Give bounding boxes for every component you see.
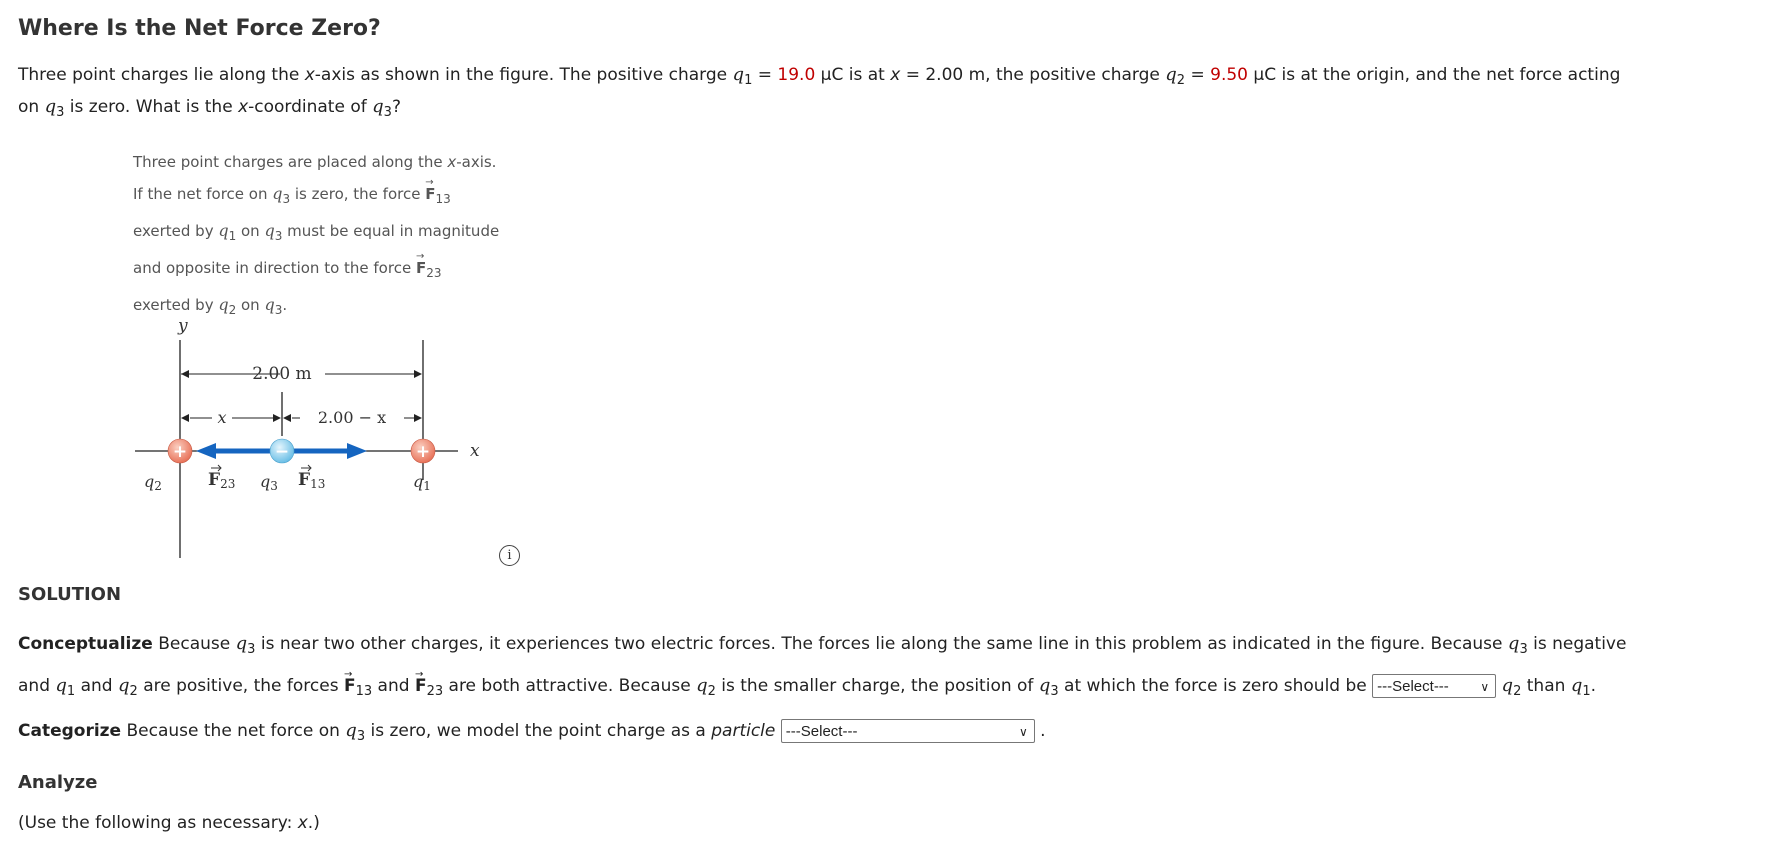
f23-label: F23: [208, 470, 236, 491]
f23-arrowhead: [196, 443, 216, 459]
conceptualize-paragraph: Conceptualize Because $q_3$ is near two other charges, it experiences two electric forces. The forces lie along the same line in this problem as indicated in the figure. Because $q_3$ is negative and $q_1$ and $q_2$ are positive, the forces → $F_{13}$ and → $F_{23}$ are both attractive. Because $q_2$ is the smaller charge, the position of $q_3$ at which the force is zero should be ---Select--- ∨ $q_2$ than $q_1$.: [18, 626, 1758, 710]
f13-arrowhead: [347, 443, 367, 459]
q3-sign: −: [274, 442, 290, 462]
dim-arrow-left: [181, 370, 189, 378]
solution-heading: SOLUTION: [18, 584, 122, 605]
top-dim-label: 2.00 m: [252, 364, 312, 384]
x-axis-label: x: [470, 441, 480, 461]
position-select[interactable]: ---Select--- ∨: [1372, 674, 1496, 698]
analyze-heading: Analyze: [18, 772, 98, 793]
page-title: Where Is the Net Force Zero?: [18, 16, 381, 41]
right-dim-label: 2.00 − x: [317, 408, 387, 427]
q1-sign: +: [415, 442, 431, 462]
left-dim-label: x: [217, 408, 227, 427]
charges-figure: [130, 318, 510, 558]
chevron-down-icon: ∨: [1480, 680, 1490, 694]
q1-value: 19.0: [777, 65, 816, 85]
y-axis-label: y: [178, 318, 188, 336]
categorize-paragraph: Categorize Because the net force on $q_3$ is zero, we model the point charge as a particle ---Select--- ∨ .: [18, 720, 1046, 744]
particle-model-select[interactable]: ---Select--- ∨: [781, 719, 1035, 743]
q3-label: q3: [260, 472, 278, 493]
figure-caption: Three point charges are placed along the x-axis. If the net force on $q_3$ is zero, the force → $F_{13}$ exerted by $q_1$ on $q_3$ must be equal in magnitude and opposite in direction to the force → $F_{23}$ exerted by $q_2$ on $q_3$.: [133, 146, 553, 326]
chevron-down-icon: ∨: [1018, 725, 1028, 739]
use-following-note: (Use the following as necessary: x.): [18, 813, 320, 833]
q2-value: 9.50: [1210, 65, 1248, 85]
q1-label: q1: [413, 472, 431, 493]
q2-label: q2: [144, 472, 162, 493]
dim-arrow-right: [414, 370, 422, 378]
problem-statement: Three point charges lie along the x-axis as shown in the figure. The positive charge $q_1 = 19.0$ μC is at x = 2.00 m, the positive charge $q_2 = 9.50$ μC is at the origin, and the net force acting on $q_3$ is zero. What is the x-coordinate of $q_3$?: [18, 64, 1621, 120]
f13-label: F13: [298, 470, 326, 491]
q2-sign: +: [172, 442, 188, 462]
info-icon[interactable]: i: [499, 545, 520, 566]
